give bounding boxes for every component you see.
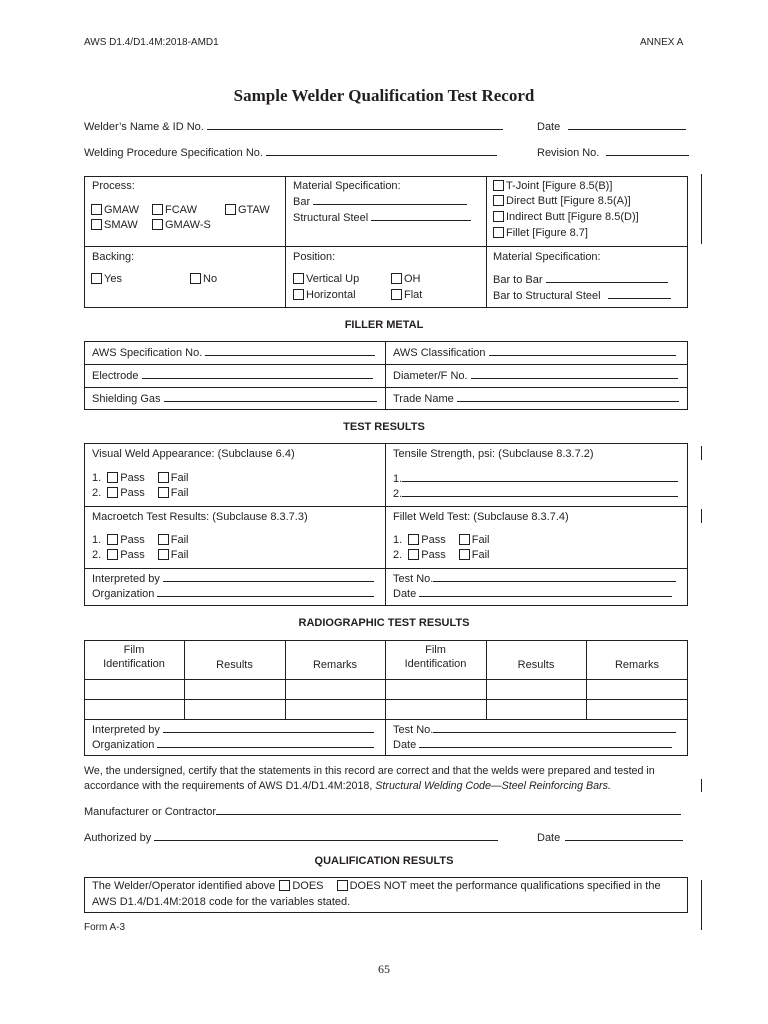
- revision-field[interactable]: [537, 146, 689, 159]
- form-number: Form A-3: [84, 922, 126, 933]
- fillet-2-pass-checkbox[interactable]: [408, 549, 419, 560]
- smaw-checkbox[interactable]: [91, 219, 102, 230]
- bar-line[interactable]: [313, 195, 467, 205]
- manufacturer-line[interactable]: [216, 805, 681, 815]
- rt-test-no-field[interactable]: [393, 723, 676, 736]
- gmaw-label: GMAW: [104, 204, 140, 216]
- organization-label: Organization: [92, 739, 155, 751]
- interpreted-label: Interpreted by: [92, 724, 160, 736]
- shielding-gas-line[interactable]: [164, 392, 377, 402]
- row-number: 2.: [393, 549, 403, 561]
- rt-interpreted-line[interactable]: [163, 723, 374, 733]
- direct-butt-label: Direct Butt [Figure 8.5(A)]: [506, 195, 631, 207]
- film-label: Film: [123, 644, 145, 656]
- smaw-label: SMAW: [104, 219, 138, 231]
- change-bar: [701, 779, 702, 792]
- welder-name-label: Welder’s Name & ID No.: [84, 121, 204, 133]
- indirect-butt-option[interactable]: [493, 211, 639, 223]
- fillet-label: Fillet [Figure 8.7]: [506, 227, 588, 239]
- test-no-label: Test No.: [393, 573, 434, 585]
- flat-checkbox[interactable]: [391, 289, 402, 300]
- rt-date-field[interactable]: [393, 738, 672, 751]
- visual-2-fail-checkbox[interactable]: [158, 487, 169, 498]
- row-number: 2.: [393, 488, 403, 500]
- gmaw-s-checkbox[interactable]: [152, 219, 163, 230]
- wps-field[interactable]: [84, 146, 497, 159]
- tensile-label: Tensile Strength, psi: (Subclause 8.3.7.2): [393, 448, 594, 460]
- diameter-label: Diameter/F No.: [393, 370, 468, 382]
- auth-date-field[interactable]: [537, 831, 683, 844]
- code-title: Structural Welding Code—Steel Reinforcing Bars.: [375, 780, 611, 792]
- tjoint-option[interactable]: [493, 180, 612, 192]
- vertical-up-option[interactable]: [293, 273, 359, 285]
- tr-test-no-field[interactable]: [393, 572, 676, 585]
- visual-weld-label: Visual Weld Appearance: (Subclause 6.4): [92, 448, 295, 460]
- backing-yes-checkbox[interactable]: [91, 273, 102, 284]
- horizontal-option[interactable]: [293, 289, 356, 301]
- bar-to-bar-line[interactable]: [546, 273, 668, 283]
- fillet-checkbox[interactable]: [493, 227, 504, 238]
- row-number: 1.: [92, 534, 102, 546]
- certify-prefix: accordance with the requirements of AWS D1.4/D1.4M:2018,: [84, 780, 373, 792]
- fail-label: Fail: [170, 549, 189, 561]
- film-id-header-2: [385, 644, 486, 670]
- fillet-1-pass-checkbox[interactable]: [408, 534, 419, 545]
- tr-interpreted-field[interactable]: [92, 572, 374, 585]
- fail-label: Fail: [471, 534, 490, 546]
- does-checkbox[interactable]: [279, 880, 290, 891]
- visual-1-pass-checkbox[interactable]: [107, 472, 118, 483]
- wps-line[interactable]: [266, 146, 497, 156]
- visual-2-pass-checkbox[interactable]: [107, 487, 118, 498]
- fillet-row-2: [393, 549, 490, 561]
- identification-label: Identification: [103, 658, 165, 670]
- indirect-butt-label: Indirect Butt [Figure 8.5(D)]: [506, 211, 639, 223]
- change-bar: [701, 446, 702, 460]
- film-label: Film: [425, 644, 446, 656]
- rt-date-line[interactable]: [419, 738, 672, 748]
- gmaw-option[interactable]: [91, 204, 139, 216]
- flat-option[interactable]: [391, 289, 422, 301]
- bar-to-bar-label: Bar to Bar: [493, 274, 543, 286]
- macroetch-1-pass-checkbox[interactable]: [107, 534, 118, 545]
- shielding-gas-field[interactable]: [92, 392, 377, 405]
- results-header-1: Results: [216, 659, 253, 671]
- structural-steel-line[interactable]: [371, 211, 471, 221]
- visual-row-2: [92, 487, 189, 499]
- pass-label: Pass: [120, 487, 145, 499]
- filler-metal-heading: FILLER METAL: [344, 319, 424, 331]
- oh-checkbox[interactable]: [391, 273, 402, 284]
- bar-to-bar-field[interactable]: [493, 273, 668, 286]
- date-label: Date: [393, 588, 417, 600]
- bar-to-structural-line[interactable]: [608, 289, 671, 299]
- authorized-label: Authorized by: [84, 832, 152, 844]
- certify-line-1: We, the undersigned, certify that the statements in this record are correct and that the welds were prepared and tested in: [84, 765, 655, 777]
- structural-steel-label: Structural Steel: [293, 212, 369, 224]
- rt-organization-field[interactable]: [92, 738, 374, 751]
- electrode-line[interactable]: [142, 369, 373, 379]
- manufacturer-field[interactable]: [84, 805, 681, 818]
- direct-butt-option[interactable]: [493, 195, 631, 207]
- diameter-line[interactable]: [471, 369, 678, 379]
- organization-label: Organization: [92, 588, 155, 600]
- gmaw-s-label: GMAW-S: [165, 219, 211, 231]
- does-label: DOES: [292, 880, 324, 892]
- authorized-field[interactable]: [84, 831, 498, 844]
- aws-spec-label: AWS Specification No.: [92, 347, 203, 359]
- wps-label: Welding Procedure Specification No.: [84, 147, 263, 159]
- gtaw-checkbox[interactable]: [225, 204, 236, 215]
- macroetch-2-fail-checkbox[interactable]: [158, 549, 169, 560]
- pass-label: Pass: [421, 549, 446, 561]
- tensile-line-2[interactable]: [402, 487, 678, 497]
- indirect-butt-checkbox[interactable]: [493, 211, 504, 222]
- tjoint-label: T-Joint [Figure 8.5(B)]: [506, 180, 613, 192]
- horizontal-label: Horizontal: [306, 289, 356, 301]
- authorized-line[interactable]: [154, 831, 498, 841]
- rt-interpreted-field[interactable]: [92, 723, 374, 736]
- electrode-label: Electrode: [92, 370, 139, 382]
- row-number: 1.: [92, 472, 102, 484]
- tr-test-no-line[interactable]: [433, 572, 676, 582]
- remarks-header-1: Remarks: [312, 659, 357, 671]
- tensile-field-1[interactable]: [393, 472, 678, 485]
- fillet-option[interactable]: [493, 227, 588, 239]
- fcaw-option[interactable]: [152, 204, 197, 216]
- pass-label: Pass: [421, 534, 446, 546]
- fail-label: Fail: [170, 487, 189, 499]
- document-code: AWS D1.4/D1.4M:2018-AMD1: [84, 37, 219, 48]
- change-bar: [701, 880, 702, 930]
- pass-label: Pass: [120, 472, 145, 484]
- tensile-field-2[interactable]: [393, 487, 678, 500]
- smaw-option[interactable]: [91, 219, 138, 231]
- identification-label: Identification: [404, 658, 467, 670]
- qualification-heading: QUALIFICATION RESULTS: [314, 855, 454, 867]
- gmaw-s-option[interactable]: [152, 219, 211, 231]
- gtaw-label: GTAW: [238, 204, 270, 216]
- welder-name-field[interactable]: [84, 120, 503, 133]
- top-date-line[interactable]: [568, 120, 686, 130]
- tr-date-field[interactable]: [393, 587, 672, 600]
- fillet-2-fail-checkbox[interactable]: [459, 549, 470, 560]
- change-bar: [701, 509, 702, 523]
- macroetch-row-1: [92, 534, 189, 546]
- top-date-field[interactable]: [537, 120, 686, 133]
- gtaw-option[interactable]: [225, 204, 270, 216]
- diameter-field[interactable]: [393, 369, 678, 382]
- trade-name-label: Trade Name: [393, 393, 454, 405]
- oh-label: OH: [404, 273, 421, 285]
- page-title: Sample Welder Qualification Test Record: [233, 86, 535, 105]
- film-id-header-1: [84, 644, 184, 670]
- shielding-gas-label: Shielding Gas: [92, 393, 161, 405]
- electrode-field[interactable]: [92, 369, 373, 382]
- change-bar: [701, 174, 702, 244]
- date-label: Date: [393, 739, 417, 751]
- fillet-1-fail-checkbox[interactable]: [459, 534, 470, 545]
- visual-1-fail-checkbox[interactable]: [158, 472, 169, 483]
- page-number: 65: [378, 962, 390, 976]
- trade-name-line[interactable]: [457, 392, 679, 402]
- tr-organization-field[interactable]: [92, 587, 374, 600]
- fail-label: Fail: [170, 472, 189, 484]
- fail-label: Fail: [170, 534, 189, 546]
- auth-date-line[interactable]: [565, 831, 683, 841]
- backing-yes-label: Yes: [104, 273, 122, 285]
- rt-test-no-line[interactable]: [433, 723, 676, 733]
- visual-row-1: [92, 472, 189, 484]
- vertical-up-checkbox[interactable]: [293, 273, 304, 284]
- row-number: 1.: [393, 473, 403, 485]
- macroetch-row-2: [92, 549, 189, 561]
- test-no-label: Test No.: [393, 724, 434, 736]
- oh-option[interactable]: [391, 273, 421, 285]
- backing-no-option[interactable]: [190, 273, 217, 285]
- fail-label: Fail: [471, 549, 490, 561]
- material-spec-label: Material Specification:: [293, 180, 401, 192]
- annex-label: ANNEX A: [640, 37, 684, 48]
- results-header-2: Results: [517, 659, 555, 671]
- backing-no-checkbox[interactable]: [190, 273, 201, 284]
- backing-yes-option[interactable]: [91, 273, 122, 285]
- backing-no-label: No: [203, 273, 218, 285]
- direct-butt-checkbox[interactable]: [493, 195, 504, 206]
- trade-name-field[interactable]: [393, 392, 679, 405]
- tr-date-line[interactable]: [419, 587, 672, 597]
- process-label: Process:: [92, 180, 135, 192]
- macroetch-1-fail-checkbox[interactable]: [158, 534, 169, 545]
- material-spec-label-2: Material Specification:: [493, 251, 601, 263]
- tjoint-checkbox[interactable]: [493, 180, 504, 191]
- backing-label: Backing:: [92, 251, 135, 263]
- row-number: 1.: [393, 534, 403, 546]
- macroetch-label: Macroetch Test Results: (Subclause 8.3.7.3): [92, 511, 308, 523]
- aws-spec-field[interactable]: [92, 346, 375, 359]
- rt-organization-line[interactable]: [157, 738, 374, 748]
- revision-line[interactable]: [606, 146, 689, 156]
- row-number: 2.: [92, 549, 102, 561]
- does-not-checkbox[interactable]: [337, 880, 348, 891]
- test-results-heading: TEST RESULTS: [343, 421, 425, 433]
- position-label: Position:: [293, 251, 336, 263]
- bar-field[interactable]: [293, 195, 467, 208]
- aws-class-field[interactable]: [393, 346, 676, 359]
- tr-organization-line[interactable]: [157, 587, 374, 597]
- aws-spec-line[interactable]: [205, 346, 375, 356]
- horizontal-checkbox[interactable]: [293, 289, 304, 300]
- revision-label: Revision No.: [537, 147, 600, 159]
- does-not-label: DOES NOT meet the performance qualifications specified in the: [349, 880, 661, 892]
- pass-label: Pass: [120, 534, 145, 546]
- bar-to-structural-label: Bar to Structural Steel: [493, 290, 601, 302]
- qualification-line-1: [92, 880, 661, 892]
- macroetch-2-pass-checkbox[interactable]: [107, 549, 118, 560]
- row-number: 2.: [92, 487, 102, 499]
- aws-class-label: AWS Classification: [393, 347, 486, 359]
- qualification-text: The Welder/Operator identified above: [92, 880, 276, 892]
- top-date-label: Date: [537, 121, 561, 133]
- fillet-weld-label: Fillet Weld Test: (Subclause 8.3.7.4): [393, 511, 569, 523]
- bar-label: Bar: [293, 196, 311, 208]
- radiographic-heading: RADIOGRAPHIC TEST RESULTS: [298, 617, 470, 629]
- fcaw-label: FCAW: [165, 204, 197, 216]
- flat-label: Flat: [404, 289, 423, 301]
- welder-name-line[interactable]: [207, 120, 503, 130]
- tensile-line-1[interactable]: [402, 472, 678, 482]
- fillet-row-1: [393, 534, 490, 546]
- remarks-header-2: Remarks: [614, 659, 659, 671]
- fcaw-checkbox[interactable]: [152, 204, 163, 215]
- aws-class-line[interactable]: [489, 346, 676, 356]
- qualification-line-2: AWS D1.4/D1.4M:2018 code for the variables stated.: [92, 896, 351, 908]
- tr-interpreted-line[interactable]: [163, 572, 374, 582]
- certify-line-2: [84, 780, 611, 792]
- auth-date-label: Date: [537, 832, 561, 844]
- structural-steel-field[interactable]: [293, 211, 471, 224]
- vertical-up-label: Vertical Up: [306, 273, 360, 285]
- pass-label: Pass: [120, 549, 145, 561]
- gmaw-checkbox[interactable]: [91, 204, 102, 215]
- bar-to-structural-field[interactable]: [493, 289, 671, 302]
- manufacturer-label: Manufacturer or Contractor: [84, 806, 217, 818]
- interpreted-label: Interpreted by: [92, 573, 160, 585]
